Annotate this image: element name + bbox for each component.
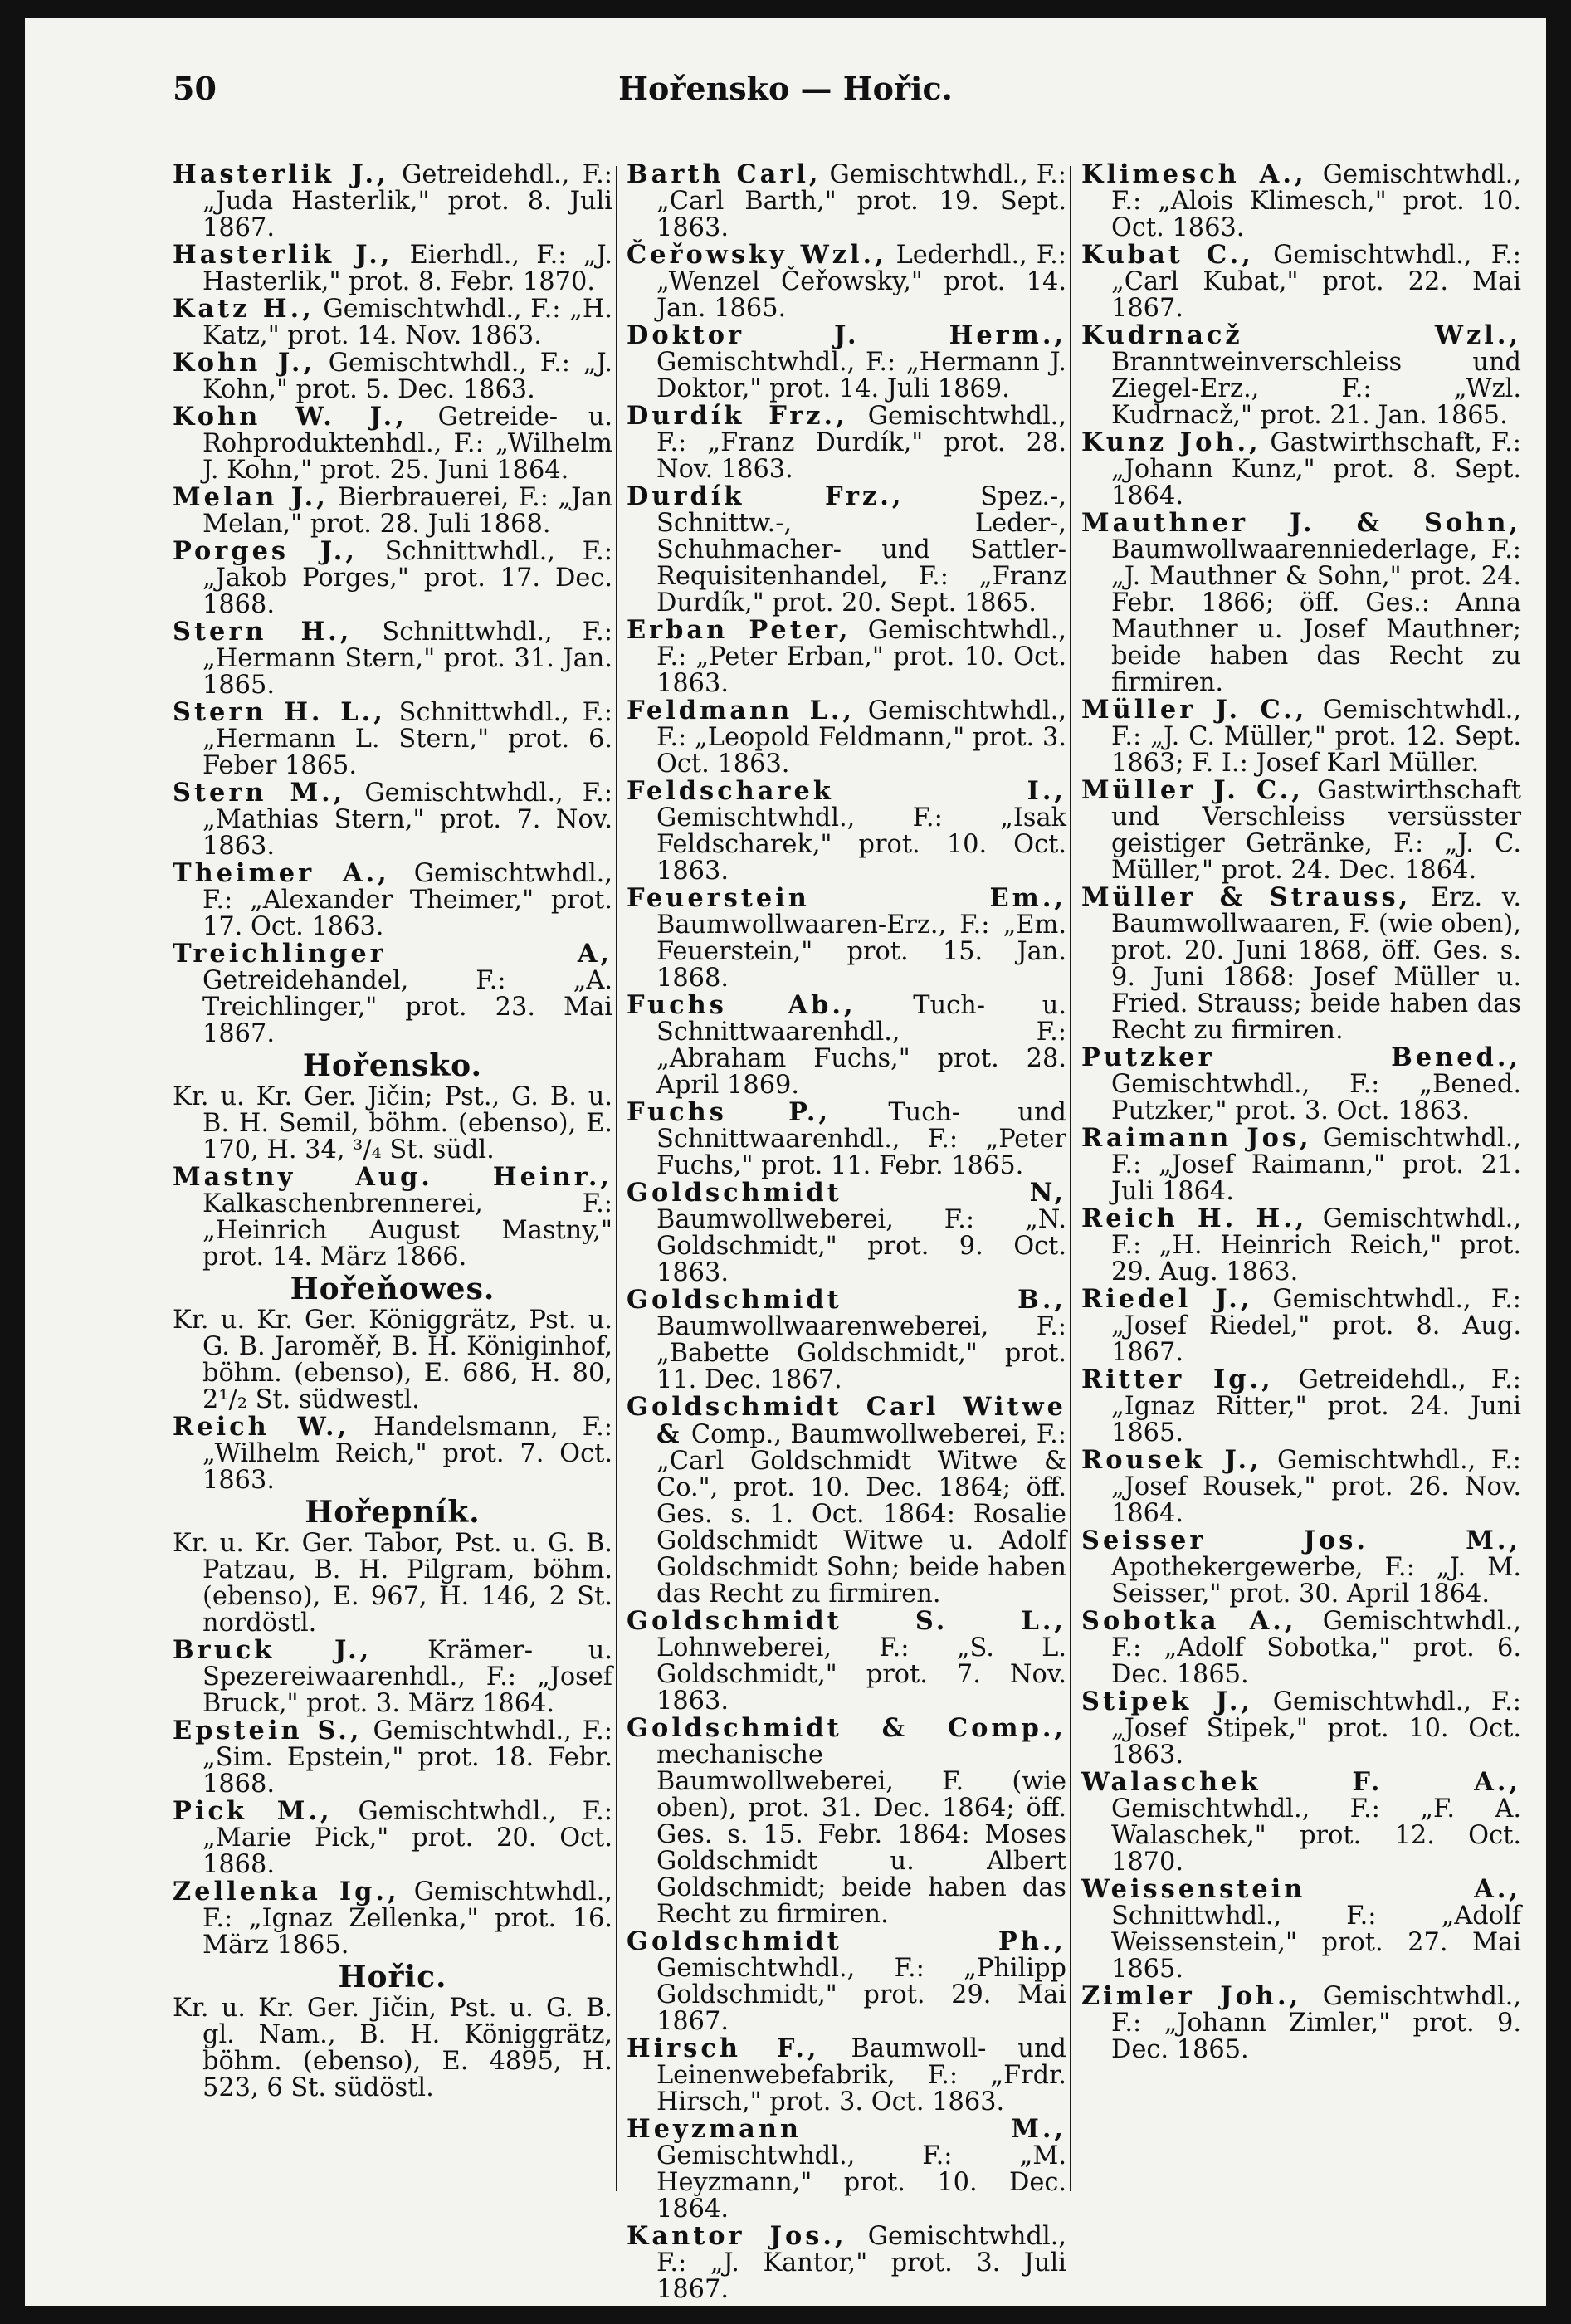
- entry-name: Stern H. L.,: [173, 697, 386, 727]
- entry-details: mechanische Baumwollweberei, F. (wie oben), prot. 31. Dec. 1864; öff. Ges. s. 15. Febr. 1864: Moses Goldschmidt u. Albert Goldschmidt; beide haben das Recht zu firmiren.: [656, 1741, 1066, 1929]
- directory-entry: [1081, 1769, 1521, 1876]
- directory-column-1: [173, 161, 612, 2102]
- entry-name: Durdík Frz.,: [627, 481, 905, 511]
- entry-name: Reich W.,: [173, 1412, 350, 1442]
- entry-details: Krämer- u. Spezereiwaarenhdl., F.: „Josef Bruck," prot. 3. März 1864.: [202, 1636, 612, 1718]
- directory-entry: [627, 1608, 1066, 1715]
- entry-details: Gemischtwhdl., F.: „J. Kantor," prot. 3. Juli 1867.: [656, 2222, 1066, 2304]
- entry-details: Gemischtwhdl., F.: „Isak Feldscharek," prot. 10. Oct. 1863.: [656, 803, 1066, 886]
- entry-name: Rousek J.,: [1081, 1445, 1262, 1475]
- directory-entry: [1081, 510, 1521, 696]
- entry-details: Gemischtwhdl., F.: „M. Heyzmann," prot. 10. Dec. 1864.: [656, 2141, 1066, 2224]
- entry-name: Kubat C.,: [1081, 240, 1254, 270]
- directory-entry: [627, 1715, 1066, 1928]
- entry-details: Tuch- und Schnittwaarenhdl., F.: „Peter Fuchs," prot. 11. Febr. 1865.: [656, 1098, 1066, 1180]
- place-heading: Hořeňowes.: [290, 1272, 495, 1306]
- directory-entry: [627, 322, 1066, 403]
- entry-name: Mauthner J. & Sohn,: [1081, 508, 1521, 538]
- entry-name: Sobotka A.,: [1081, 1606, 1297, 1636]
- entry-name: Stern H.,: [173, 617, 353, 647]
- directory-entry: [173, 242, 612, 295]
- entry-name: Melan J.,: [173, 482, 329, 512]
- directory-entry: [1081, 1608, 1521, 1688]
- directory-entry: [1081, 1688, 1521, 1769]
- directory-column-3: [1081, 161, 1521, 2063]
- entry-name: Theimer A.,: [173, 858, 390, 888]
- entry-name: Goldschmidt & Comp.,: [627, 1713, 1066, 1743]
- directory-entry: [627, 2116, 1066, 2223]
- entry-name: Kudrnacž Wzl.,: [1081, 320, 1521, 350]
- entry-name: Doktor J. Herm.,: [627, 320, 1066, 350]
- directory-entry: [1081, 322, 1521, 429]
- entry-details: Gemischtwhdl., F.: „Peter Erban," prot. 10. Oct. 1863.: [656, 616, 1066, 698]
- place-description: Kr. u. Kr. Ger. Jičin, Pst. u. G. B. gl. Nam., B. H. Königgrätz, böhm. (ebenso), E. 4895, H. 523, 6 St. südöstl.: [173, 1994, 612, 2102]
- entry-details: Gemischtwhdl., F.: „Josef Rousek," prot. 26. Nov. 1864.: [1111, 1446, 1521, 1528]
- directory-entry: [173, 618, 612, 699]
- entry-name: Treichlinger A,: [173, 939, 612, 969]
- entry-details: Baumwollweberei, F.: „N. Goldschmidt," prot. 9. Oct. 1863.: [656, 1205, 1066, 1287]
- directory-entry: [173, 1164, 612, 1271]
- entry-details: Gemischtwhdl., F.: „Mathias Stern," prot. 7. Nov. 1863.: [202, 779, 613, 861]
- directory-entry: [627, 1179, 1066, 1286]
- place-heading: Hořepník.: [305, 1495, 481, 1530]
- entry-name: Goldschmidt Ph.,: [627, 1926, 1066, 1956]
- place-description: Kr. u. Kr. Ger. Tabor, Pst. u. G. B. Patzau, B. H. Pilgram, böhm. (ebenso), E. 967, H. 146, 2 St. nordöstl.: [173, 1529, 612, 1638]
- entry-details: Gemischtwhdl., F.: „Adolf Sobotka," prot. 6. Dec. 1865.: [1111, 1607, 1521, 1689]
- directory-entry: [627, 778, 1066, 885]
- directory-entry: [627, 403, 1066, 483]
- entry-details: Bierbrauerei, F.: „Jan Melan," prot. 28. Juli 1868.: [202, 483, 612, 539]
- directory-entry: [1081, 884, 1521, 1044]
- directory-entry: [1081, 1983, 1521, 2063]
- place-description: Kr. u. Kr. Ger. Königgrätz, Pst. u. G. B. Jaroměř, B. H. Königinhof, böhm. (ebenso), E. 686, H. 80, 2¹/₂ St. südwestl.: [173, 1306, 612, 1414]
- entry-name: Goldschmidt Carl Witwe &: [627, 1392, 1066, 1449]
- entry-details: Gastwirthschaft und Verschleiss versüsster geistiger Getränke, F.: „J. C. Müller," prot. 24. Dec. 1864.: [1111, 776, 1521, 885]
- entry-details: Gemischtwhdl., F.: „J. C. Müller," prot. 12. Sept. 1863; F. I.: Josef Karl Müller.: [1111, 696, 1521, 778]
- entry-name: Goldschmidt N,: [627, 1178, 1066, 1208]
- entry-name: Reich H. H.,: [1081, 1204, 1308, 1233]
- directory-entry: [173, 860, 612, 940]
- entry-name: Durdík Frz.,: [627, 401, 848, 431]
- entry-details: Getreidehdl., F.: „Ignaz Ritter," prot. 24. Juni 1865.: [1111, 1365, 1521, 1448]
- entry-details: Gemischtwhdl., F.: „Carl Kubat," prot. 22. Mai 1867.: [1111, 241, 1521, 323]
- directory-entry: [627, 617, 1066, 697]
- entry-name: Heyzmann M.,: [627, 2114, 1066, 2144]
- entry-name: Barth Carl,: [627, 159, 822, 189]
- entry-name: Zimler Joh.,: [1081, 1981, 1302, 2011]
- directory-column-2: [627, 161, 1066, 2303]
- directory-entry: [1081, 1447, 1521, 1527]
- directory-entry: [627, 1099, 1066, 1179]
- entry-name: Seisser Jos. M.,: [1081, 1526, 1521, 1555]
- directory-entry: [1081, 1366, 1521, 1447]
- entry-details: Baumwoll- und Leinenwebefabrik, F.: „Frdr. Hirsch," prot. 3. Oct. 1863.: [656, 2034, 1066, 2116]
- directory-entry: [1081, 1527, 1521, 1608]
- directory-entry: [173, 1413, 612, 1494]
- entry-details: Schnittwhdl., F.: „Adolf Weissenstein," prot. 27. Mai 1865.: [1111, 1902, 1521, 1984]
- directory-entry: [627, 885, 1066, 992]
- entry-details: Lohnweberei, F.: „S. L. Goldschmidt," prot. 7. Nov. 1863.: [656, 1633, 1066, 1716]
- directory-entry: [627, 1394, 1066, 1608]
- entry-name: Feuerstein Em.,: [627, 883, 1066, 913]
- entry-name: Riedel J.,: [1081, 1284, 1253, 1314]
- directory-entry: [1081, 1044, 1521, 1125]
- entry-name: Porges J.,: [173, 536, 358, 566]
- directory-entry: [1081, 1286, 1521, 1366]
- entry-details: Baumwollwaarenweberei, F.: „Babette Goldschmidt," prot. 11. Dec. 1867.: [656, 1312, 1066, 1394]
- page: [25, 18, 1546, 2306]
- entry-name: Stern M.,: [173, 778, 346, 808]
- entry-details: Gastwirthschaft, F.: „Johann Kunz," prot. 8. Sept. 1864.: [1111, 428, 1521, 510]
- entry-details: Gemischtwhdl., F.: „H. Katz," prot. 14. Nov. 1863.: [202, 295, 613, 350]
- entry-details: Gemischtwhdl., F.: „Johann Zimler," prot. 9. Dec. 1865.: [1111, 1982, 1521, 2064]
- directory-entry: [173, 161, 612, 242]
- entry-details: Schnittwhdl., F.: „Hermann L. Stern," prot. 6. Feber 1865.: [202, 698, 612, 780]
- entry-details: Gemischtwhdl., F.: „Hermann J. Doktor," prot. 14. Juli 1869.: [656, 348, 1066, 403]
- entry-name: Müller J. C.,: [1081, 695, 1308, 725]
- entry-details: Gemischtwhdl., F.: „Philipp Goldschmidt," prot. 29. Mai 1867.: [656, 1954, 1066, 2036]
- entry-details: Gemischtwhdl., F.: „Marie Pick," prot. 20. Oct. 1868.: [202, 1797, 612, 1879]
- entry-details: Gemischtwhdl., F.: „Josef Raimann," prot. 21. Juli 1864.: [1111, 1124, 1521, 1206]
- entry-details: Gemischtwhdl., F.: „Alois Klimesch," prot. 10. Oct. 1863.: [1111, 160, 1521, 242]
- entry-details: Kalkaschenbrennerei, F.: „Heinrich August Mastny," prot. 14. März 1866.: [202, 1189, 612, 1272]
- column-divider: [1070, 166, 1071, 2191]
- entry-name: Müller J. C.,: [1081, 775, 1304, 805]
- entry-name: Goldschmidt B.,: [627, 1285, 1066, 1315]
- entry-details: Gemischtwhdl., F.: „Alexander Theimer," prot. 17. Oct. 1863.: [202, 859, 612, 941]
- entry-details: Gemischtwhdl., F.: „F. A. Walaschek," prot. 12. Oct. 1870.: [1111, 1794, 1521, 1877]
- entry-details: Apothekergewerbe, F.: „J. M. Seisser," prot. 30. April 1864.: [1111, 1553, 1521, 1609]
- column-divider: [616, 166, 617, 2191]
- entry-name: Goldschmidt S. L.,: [627, 1606, 1066, 1636]
- directory-entry: [173, 1878, 612, 1959]
- entry-name: Fuchs Ab.,: [627, 990, 856, 1020]
- directory-entry: [173, 538, 612, 618]
- entry-details: Gemischtwhdl., F.: „Carl Barth," prot. 19. Sept. 1863.: [656, 160, 1066, 242]
- entry-name: Zellenka Ig.,: [173, 1877, 400, 1907]
- entry-details: Tuch- u. Schnittwaarenhdl., F.: „Abraham Fuchs," prot. 28. April 1869.: [656, 991, 1066, 1100]
- entry-details: Erz. v. Baumwollwaaren, F. (wie oben), prot. 20. Juni 1868, öff. Ges. s. 9. Juni 1868: Josef Müller u. Fried. Strauss; beide haben das Recht zu firmiren.: [1111, 883, 1521, 1045]
- directory-entry: [173, 1637, 612, 1717]
- entry-details: Spez.-, Schnittw.-, Leder-, Schuhmacher- und Sattler-Requisitenhandel, F.: „Franz Durdík," prot. 20. Sept. 1865.: [656, 482, 1066, 618]
- page-number: 50: [173, 70, 217, 107]
- entry-name: Kohn W. J.,: [173, 402, 407, 432]
- entry-details: Gemischtwhdl., F.: „Sim. Epstein," prot. 18. Febr. 1868.: [202, 1716, 612, 1799]
- entry-details: Gemischtwhdl., F.: „H. Heinrich Reich," prot. 29. Aug. 1863.: [1111, 1204, 1521, 1286]
- entry-details: Gemischtwhdl., F.: „Josef Riedel," prot. 8. Aug. 1867.: [1111, 1285, 1521, 1367]
- directory-entry: [1081, 1125, 1521, 1205]
- directory-entry: [173, 1717, 612, 1798]
- directory-entry: [627, 242, 1066, 322]
- place-heading: Hořic.: [338, 1960, 447, 1994]
- entry-name: Ritter Ig.,: [1081, 1365, 1274, 1394]
- directory-entry: [1081, 696, 1521, 777]
- entry-name: Pick M.,: [173, 1796, 333, 1826]
- entry-name: Epstein S.,: [173, 1716, 363, 1745]
- entry-name: Klimesch A.,: [1081, 159, 1307, 189]
- entry-details: Getreidehdl., F.: „Juda Hasterlik," prot. 8. Juli 1867.: [202, 160, 612, 242]
- entry-name: Kohn J.,: [173, 348, 316, 378]
- page-header: [25, 70, 1546, 120]
- entry-details: Handelsmann, F.: „Wilhelm Reich," prot. 7. Oct. 1863.: [202, 1413, 613, 1495]
- entry-name: Kantor Jos.,: [627, 2221, 847, 2251]
- entry-name: Putzker Bened.,: [1081, 1042, 1521, 1072]
- directory-entry: [627, 483, 1066, 617]
- place-heading: Hořensko.: [302, 1048, 483, 1083]
- directory-entry: [627, 992, 1066, 1099]
- entry-details: Gemischtwhdl., F.: „Leopold Feldmann," prot. 3. Oct. 1863.: [656, 696, 1066, 779]
- entry-details: Branntweinverschleiss und Ziegel-Erz., F.: „Wzl. Kudrnacž," prot. 21. Jan. 1865.: [1111, 348, 1521, 430]
- entry-name: Kunz Joh.,: [1081, 427, 1261, 457]
- entry-name: Feldmann L.,: [627, 696, 856, 725]
- entry-details: Gemischtwhdl., F.: „Ignaz Zellenka," prot. 16. März 1865.: [202, 1877, 612, 1960]
- directory-entry: [1081, 1205, 1521, 1286]
- entry-details: Gemischtwhdl., F.: „Bened. Putzker," prot. 3. Oct. 1863.: [1111, 1070, 1521, 1125]
- directory-entry: [173, 940, 612, 1047]
- directory-entry: [1081, 242, 1521, 322]
- entry-details: Comp., Baumwollweberei, F.: „Carl Goldschmidt Witwe & Co.", prot. 10. Dec. 1864; öff. Ges. s. 1. Oct. 1864: Rosalie Goldschmidt Witwe u. Adolf Goldschmidt Sohn; beide haben das Recht zu firmiren.: [656, 1420, 1066, 1609]
- directory-entry: [627, 161, 1066, 242]
- entry-details: Gemischtwhdl., F.: „J. Kohn," prot. 5. Dec. 1863.: [202, 349, 612, 404]
- directory-entry: [173, 349, 612, 403]
- entry-name: Raimann Jos,: [1081, 1123, 1312, 1153]
- entry-name: Hirsch F.,: [627, 2034, 820, 2063]
- directory-entry: [1081, 777, 1521, 884]
- entry-name: Stipek J.,: [1081, 1687, 1253, 1716]
- place-description: Kr. u. Kr. Ger. Jičin; Pst., G. B. u. B. H. Semil, böhm. (ebenso), E. 170, H. 34, ³/₄ St. südl.: [173, 1082, 612, 1164]
- directory-entry: [1081, 1876, 1521, 1983]
- entry-details: Baumwollwaarenniederlage, F.: „J. Mauthner & Sohn," prot. 24. Febr. 1866; öff. Ges.: Anna Mauthner u. Josef Mauthner; beide haben das Recht zu firmiren.: [1111, 535, 1521, 697]
- directory-entry: [627, 1286, 1066, 1394]
- entry-details: Schnittwhdl., F.: „Jakob Porges," prot. 17. Dec. 1868.: [202, 537, 612, 619]
- entry-name: Hasterlik J.,: [173, 159, 389, 189]
- directory-entry: [1081, 429, 1521, 510]
- entry-name: Hasterlik J.,: [173, 240, 393, 270]
- entry-name: Mastny Aug. Heinr.,: [173, 1162, 612, 1192]
- entry-name: Čeřowsky Wzl.,: [627, 240, 887, 270]
- directory-entry: [627, 2035, 1066, 2116]
- directory-entry: [173, 779, 612, 860]
- entry-name: Feldscharek I.,: [627, 776, 1066, 806]
- directory-entry: [173, 699, 612, 779]
- directory-entry: [173, 295, 612, 349]
- directory-entry: [627, 2223, 1066, 2303]
- entry-name: Bruck J.,: [173, 1635, 373, 1665]
- entry-details: Getreidehandel, F.: „A. Treichlinger," prot. 23. Mai 1867.: [202, 966, 612, 1048]
- running-title: Hořensko — Hořic.: [618, 70, 953, 107]
- entry-name: Erban Peter,: [627, 615, 851, 645]
- entry-name: Katz H.,: [173, 294, 315, 324]
- entry-details: Schnittwhdl., F.: „Hermann Stern," prot. 31. Jan. 1865.: [202, 618, 612, 700]
- entry-details: Gemischtwhdl., F.: „Josef Stipek," prot. 10. Oct. 1863.: [1111, 1687, 1521, 1770]
- directory-entry: [627, 697, 1066, 778]
- entry-details: Gemischtwhdl., F.: „Franz Durdík," prot. 28. Nov. 1863.: [656, 402, 1066, 484]
- entry-details: Getreide- u. Rohproduktenhdl., F.: „Wilhelm J. Kohn," prot. 25. Juni 1864.: [202, 403, 612, 485]
- entry-name: Müller & Strauss,: [1081, 882, 1412, 912]
- entry-name: Fuchs P.,: [627, 1097, 832, 1127]
- entry-name: Weissenstein A.,: [1081, 1874, 1521, 1904]
- entry-details: Lederhdl., F.: „Wenzel Čeřowsky," prot. 14. Jan. 1865.: [656, 241, 1066, 323]
- entry-details: Eierhdl., F.: „J. Hasterlik," prot. 8. Febr. 1870.: [202, 241, 612, 296]
- directory-entry: [173, 1798, 612, 1878]
- directory-entry: [627, 1928, 1066, 2035]
- directory-entry: [173, 484, 612, 538]
- directory-entry: [1081, 161, 1521, 242]
- entry-name: Walaschek F. A.,: [1081, 1767, 1521, 1797]
- entry-details: Baumwollwaaren-Erz., F.: „Em. Feuerstein," prot. 15. Jan. 1868.: [656, 911, 1066, 993]
- directory-entry: [173, 403, 612, 484]
